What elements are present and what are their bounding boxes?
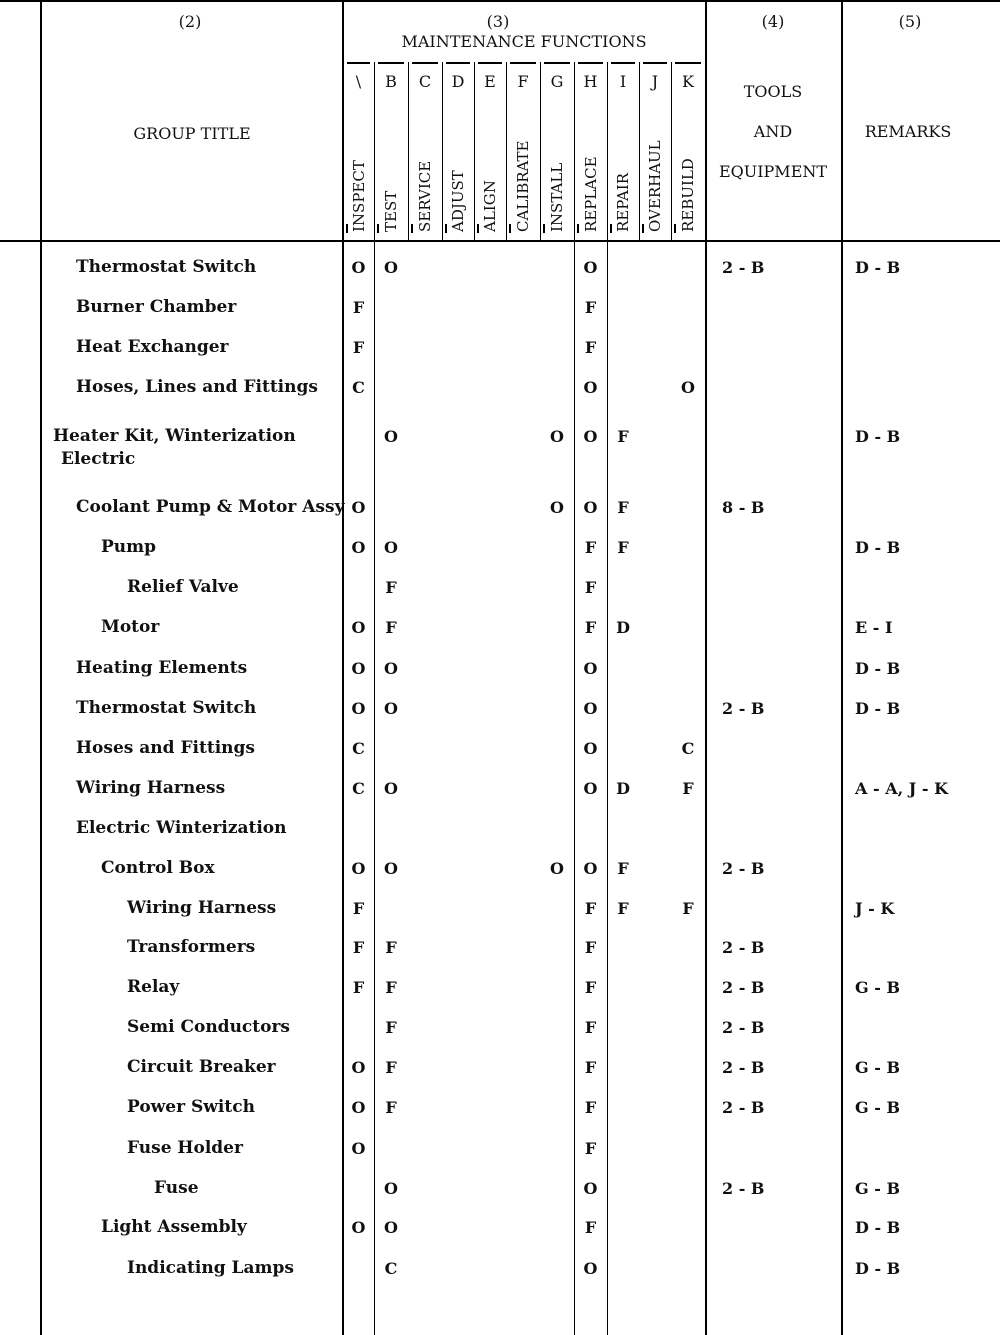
function-cell-a: F xyxy=(352,298,365,317)
row-remarks: J - K xyxy=(855,899,895,918)
row-remarks: G - B xyxy=(855,1179,900,1198)
col3-number: (3) xyxy=(486,12,510,31)
function-cell-h: F xyxy=(584,1139,597,1158)
function-cell-b: O xyxy=(384,779,398,798)
col-divider-functions-end xyxy=(705,0,707,1335)
col-divider-left xyxy=(40,0,42,1335)
function-cell-a: O xyxy=(351,699,366,718)
function-cell-b: F xyxy=(385,1018,397,1037)
function-letter-f: F xyxy=(517,72,529,91)
function-cell-a: O xyxy=(351,498,366,517)
function-cell-b: O xyxy=(384,659,398,678)
function-column-top-rule xyxy=(510,62,536,64)
function-cell-i: D xyxy=(616,618,630,637)
function-cell-h: O xyxy=(583,1259,598,1278)
function-cell-h: O xyxy=(583,1179,598,1198)
function-column-top-rule xyxy=(347,62,370,64)
function-cell-b: O xyxy=(384,427,398,446)
row-group-title: Wiring Harness xyxy=(76,778,226,798)
function-cell-a: O xyxy=(351,1058,366,1077)
row-group-title: Transformers xyxy=(127,937,256,957)
row-remarks: D - B xyxy=(855,1218,901,1237)
function-cell-h: F xyxy=(584,298,597,317)
function-label-tick xyxy=(577,224,579,233)
function-cell-b: F xyxy=(385,1098,397,1117)
function-cell-b: F xyxy=(385,1058,397,1077)
function-cell-a: O xyxy=(351,538,366,557)
function-cell-h: O xyxy=(583,498,598,517)
function-cell-a: O xyxy=(351,618,366,637)
function-subcolumn-divider xyxy=(671,62,672,240)
row-group-title: Thermostat Switch xyxy=(76,698,257,718)
function-letter-k: K xyxy=(682,72,694,91)
row-tools: 2 - B xyxy=(722,859,765,878)
function-cell-k: C xyxy=(681,739,695,758)
function-subcolumn-divider xyxy=(639,62,640,240)
row-group-title: Heat Exchanger xyxy=(76,337,229,357)
function-cell-h: O xyxy=(583,659,598,678)
function-letter-g: G xyxy=(550,72,564,91)
function-cell-a: C xyxy=(352,378,365,397)
row-group-title: Burner Chamber xyxy=(76,297,237,317)
function-column-top-rule xyxy=(544,62,570,64)
row-group-title: Semi Conductors xyxy=(127,1017,291,1037)
col-divider-tools-end xyxy=(841,0,843,1335)
row-tools: 8 - B xyxy=(722,498,765,517)
function-cell-h: F xyxy=(584,578,597,597)
function-cell-h: F xyxy=(584,938,597,957)
function-letter-i: I xyxy=(619,72,627,91)
function-cell-k: F xyxy=(682,779,694,798)
remarks-heading: REMARKS xyxy=(864,122,952,141)
function-cell-h: O xyxy=(583,739,598,758)
function-cell-k: F xyxy=(682,899,694,918)
group-title-heading: GROUP TITLE xyxy=(133,124,251,143)
function-label-tick xyxy=(445,224,447,233)
function-label-tick xyxy=(610,224,612,233)
function-name-service: SERVICE xyxy=(416,160,434,232)
function-label-tick xyxy=(477,224,479,233)
function-cell-h: F xyxy=(584,618,597,637)
function-cell-h: O xyxy=(583,859,598,878)
row-remarks: D - B xyxy=(855,427,901,446)
function-cell-h: O xyxy=(583,427,598,446)
function-cell-a: F xyxy=(352,899,365,918)
function-letter-h: H xyxy=(583,72,598,91)
tools-heading-line3: EQUIPMENT xyxy=(718,162,828,181)
function-subcolumn-divider xyxy=(540,62,541,240)
function-letter-b: B xyxy=(385,72,397,91)
function-column-top-rule xyxy=(412,62,438,64)
function-cell-b: O xyxy=(384,538,398,557)
row-group-title: Circuit Breaker xyxy=(127,1057,276,1077)
row-remarks: D - B xyxy=(855,538,901,557)
function-label-tick xyxy=(377,224,379,233)
function-cell-a: O xyxy=(351,258,366,277)
row-tools: 2 - B xyxy=(722,1058,765,1077)
row-tools: 2 - B xyxy=(722,1098,765,1117)
row-remarks: G - B xyxy=(855,1058,900,1077)
function-cell-a: F xyxy=(352,938,365,957)
row-group-title-continued: Electric xyxy=(61,449,136,469)
function-column-top-rule xyxy=(611,62,635,64)
function-cell-b: O xyxy=(384,699,398,718)
function-cell-h: F xyxy=(584,1018,597,1037)
function-column-top-rule xyxy=(675,62,701,64)
function-letter-c: C xyxy=(418,72,432,91)
function-subcolumn-divider xyxy=(408,62,409,240)
function-subcolumn-divider xyxy=(474,62,475,240)
function-label-tick xyxy=(411,224,413,233)
col2-number: (2) xyxy=(178,12,202,31)
function-cell-i: F xyxy=(617,498,629,517)
function-cell-g: O xyxy=(550,427,564,446)
row-group-title: Electric Winterization xyxy=(76,818,287,838)
function-subcolumn-divider xyxy=(442,62,443,240)
col5-number: (5) xyxy=(898,12,922,31)
row-group-title: Thermostat Switch xyxy=(76,257,257,277)
function-cell-b: F xyxy=(385,578,397,597)
row-group-title: Fuse xyxy=(154,1178,199,1198)
row-group-title: Heater Kit, Winterization xyxy=(53,426,296,446)
function-cell-b: F xyxy=(385,938,397,957)
function-cell-b: O xyxy=(384,1179,398,1198)
function-cell-i: D xyxy=(616,779,630,798)
function-cell-h: F xyxy=(584,538,597,557)
row-group-title: Relay xyxy=(127,977,180,997)
function-label-tick xyxy=(346,224,348,233)
function-cell-h: F xyxy=(584,899,597,918)
function-name-adjust: ADJUST xyxy=(449,170,467,232)
row-group-title: Wiring Harness xyxy=(127,898,277,918)
row-group-title: Power Switch xyxy=(127,1097,255,1117)
row-group-title: Light Assembly xyxy=(101,1217,247,1237)
function-subcolumn-divider xyxy=(574,62,575,1335)
function-column-top-rule xyxy=(378,62,404,64)
row-tools: 2 - B xyxy=(722,1018,765,1037)
function-cell-h: O xyxy=(583,378,598,397)
function-cell-i: F xyxy=(617,538,629,557)
function-cell-a: O xyxy=(351,1098,366,1117)
function-cell-i: F xyxy=(617,427,629,446)
row-group-title: Control Box xyxy=(101,858,215,878)
function-cell-b: F xyxy=(385,978,397,997)
col4-number: (4) xyxy=(761,12,785,31)
function-cell-h: F xyxy=(584,1218,597,1237)
function-name-inspect: INSPECT xyxy=(349,160,368,232)
function-cell-a: C xyxy=(352,739,365,758)
col3-title: MAINTENANCE FUNCTIONS xyxy=(401,32,647,51)
function-cell-i: F xyxy=(617,899,629,918)
function-column-top-rule xyxy=(578,62,603,64)
function-subcolumn-divider xyxy=(374,62,375,1335)
function-letter-a: \ xyxy=(355,72,362,91)
function-cell-b: O xyxy=(384,258,398,277)
function-subcolumn-divider xyxy=(506,62,507,240)
function-cell-g: O xyxy=(550,859,564,878)
row-tools: 2 - B xyxy=(722,938,765,957)
tools-heading-line2: AND xyxy=(753,122,793,141)
row-tools: 2 - B xyxy=(722,1179,765,1198)
row-group-title: Motor xyxy=(101,617,160,637)
top-border xyxy=(0,0,1000,2)
row-group-title: Coolant Pump & Motor Assy xyxy=(76,497,345,517)
row-group-title: Fuse Holder xyxy=(127,1138,243,1158)
function-cell-a: F xyxy=(352,338,365,357)
function-cell-a: F xyxy=(352,978,365,997)
function-column-top-rule xyxy=(643,62,667,64)
function-name-repair: REPAIR xyxy=(614,172,632,232)
function-name-install: INSTALL xyxy=(548,162,566,232)
function-cell-h: F xyxy=(584,1098,597,1117)
function-name-overhaul: OVERHAUL xyxy=(646,140,664,232)
function-name-replace: REPLACE xyxy=(581,156,600,232)
function-letter-j: J xyxy=(651,72,659,91)
function-name-align: ALIGN xyxy=(481,180,499,232)
row-group-title: Relief Valve xyxy=(127,577,239,597)
function-name-calibrate: CALIBRATE xyxy=(514,140,532,232)
function-cell-h: O xyxy=(583,699,598,718)
function-cell-a: C xyxy=(352,779,365,798)
function-cell-h: F xyxy=(584,1058,597,1077)
function-cell-a: O xyxy=(351,1218,366,1237)
row-remarks: D - B xyxy=(855,699,901,718)
function-cell-h: F xyxy=(584,338,597,357)
function-subcolumn-divider xyxy=(607,62,608,1335)
row-group-title: Pump xyxy=(101,537,157,557)
row-remarks: G - B xyxy=(855,978,900,997)
header-divider xyxy=(0,240,1000,242)
function-cell-g: O xyxy=(550,498,564,517)
function-cell-a: O xyxy=(351,659,366,678)
function-cell-b: O xyxy=(384,1218,398,1237)
function-cell-a: O xyxy=(351,859,366,878)
function-cell-b: F xyxy=(385,618,397,637)
function-name-rebuild: REBUILD xyxy=(679,158,697,232)
row-group-title: Heating Elements xyxy=(76,658,248,678)
row-group-title: Hoses, Lines and Fittings xyxy=(76,377,318,397)
row-group-title: Indicating Lamps xyxy=(127,1258,294,1278)
function-cell-h: O xyxy=(583,779,598,798)
function-name-test: TEST xyxy=(382,190,400,232)
function-cell-h: F xyxy=(584,978,597,997)
function-cell-i: F xyxy=(617,859,629,878)
function-cell-h: O xyxy=(583,258,598,277)
function-cell-a: O xyxy=(351,1139,366,1158)
tools-heading-line1: TOOLS xyxy=(743,82,803,101)
row-tools: 2 - B xyxy=(722,258,765,277)
row-remarks: D - B xyxy=(855,258,901,277)
function-label-tick xyxy=(642,224,644,233)
row-remarks: E - I xyxy=(855,618,893,637)
row-group-title: Hoses and Fittings xyxy=(76,738,255,758)
function-label-tick xyxy=(674,224,676,233)
row-tools: 2 - B xyxy=(722,978,765,997)
function-column-top-rule xyxy=(446,62,470,64)
function-letter-d: D xyxy=(451,72,465,91)
function-label-tick xyxy=(543,224,545,233)
row-remarks: D - B xyxy=(855,659,901,678)
row-remarks: G - B xyxy=(855,1098,900,1117)
function-letter-e: E xyxy=(484,72,496,91)
function-cell-b: C xyxy=(384,1259,398,1278)
row-tools: 2 - B xyxy=(722,699,765,718)
function-cell-k: O xyxy=(681,378,695,397)
function-label-tick xyxy=(509,224,511,233)
row-remarks: D - B xyxy=(855,1259,901,1278)
function-column-top-rule xyxy=(478,62,502,64)
function-cell-b: O xyxy=(384,859,398,878)
row-remarks: A - A, J - K xyxy=(855,779,949,798)
